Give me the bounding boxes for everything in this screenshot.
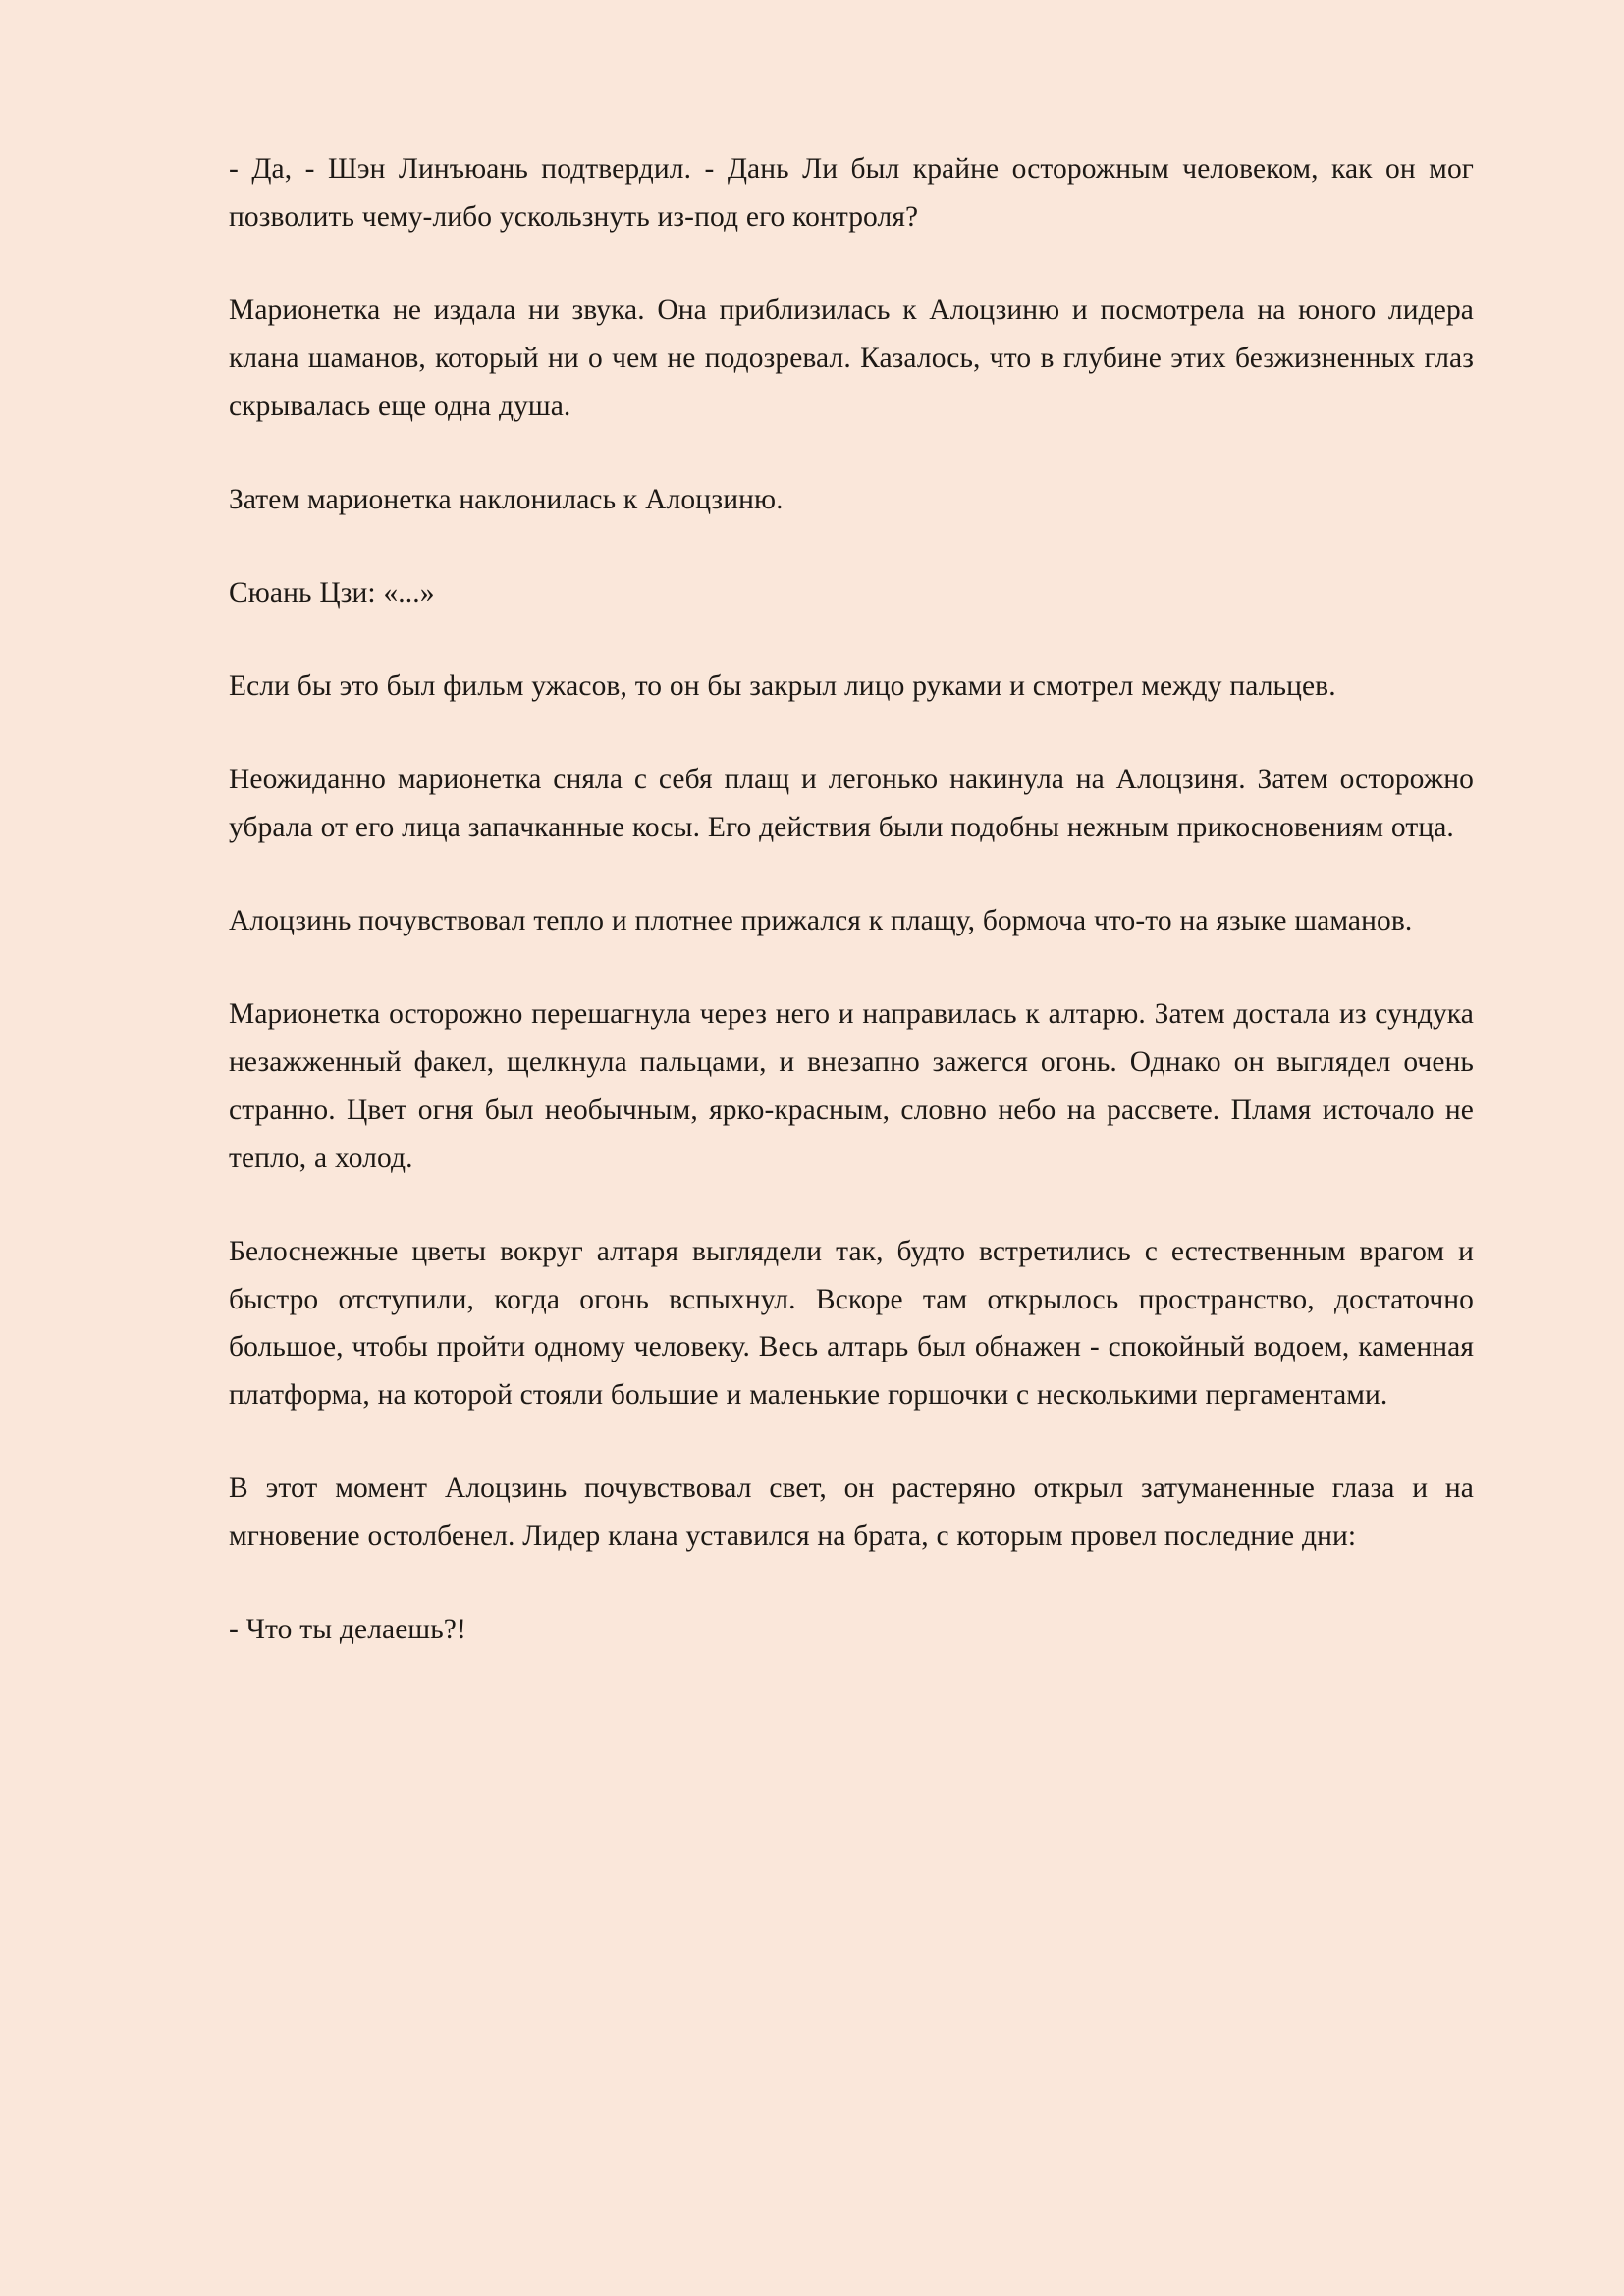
paragraph-7: Алоцзинь почувствовал тепло и плотнее прижался к плащу, бормоча что-то на языке шаманов. bbox=[229, 904, 1413, 936]
paragraph-6: Неожиданно марионетка сняла с себя плащ и легонько накинула на Алоцзиня. Затем осторожно убрала от его лица запачканные косы. Его действия были подобны нежным прикосновениям отца. bbox=[229, 763, 1474, 843]
paragraph-8: Марионетка осторожно перешагнула через него и направилась к алтарю. Затем достала из сундука незажженный факел, щелкнула пальцами, и внезапно зажегся огонь. Однако он выглядел очень странно. Цвет огня был необычным, ярко-красным, словно небо на рассвете. Пламя источало не тепло, а холод. bbox=[229, 997, 1474, 1174]
paragraph-4: Сюань Цзи: «...» bbox=[229, 576, 435, 609]
paragraph-2: Марионетка не издала ни звука. Она приблизилась к Алоцзиню и посмотрела на юного лидера клана шаманов, который ни о чем не подозревал. Казалось, что в глубине этих безжизненных глаз скрывалась еще одна душа. bbox=[229, 294, 1474, 422]
text-column bbox=[229, 145, 1474, 1654]
paragraph-9: Белоснежные цветы вокруг алтаря выглядели так, будто встретились с естественным врагом и быстро отступили, когда огонь вспыхнул. Вскоре там открылось пространство, достаточно большое, чтобы пройти одному человеку. Весь алтарь был обнажен - спокойный водоем, каменная платформа, на которой стояли большие и маленькие горшочки с несколькими пергаментами. bbox=[229, 1235, 1474, 1412]
paragraph-10: В этот момент Алоцзинь почувствовал свет, он растеряно открыл затуманенные глаза и на мгновение остолбенел. Лидер клана уставился на брата, с которым провел последние дни: bbox=[229, 1472, 1474, 1553]
paragraph-1: - Да, - Шэн Линъюань подтвердил. - Дань Ли был крайне осторожным человеком, как он мог позволить чему-либо ускользнуть из-под его контроля? bbox=[229, 153, 1474, 233]
paragraph-3: Затем марионетка наклонилась к Алоцзиню. bbox=[229, 483, 784, 515]
paragraph-11: - Что ты делаешь?! bbox=[229, 1614, 466, 1646]
paragraph-5: Если бы это был фильм ужасов, то он бы закрыл лицо руками и смотрел между пальцев. bbox=[229, 669, 1336, 702]
